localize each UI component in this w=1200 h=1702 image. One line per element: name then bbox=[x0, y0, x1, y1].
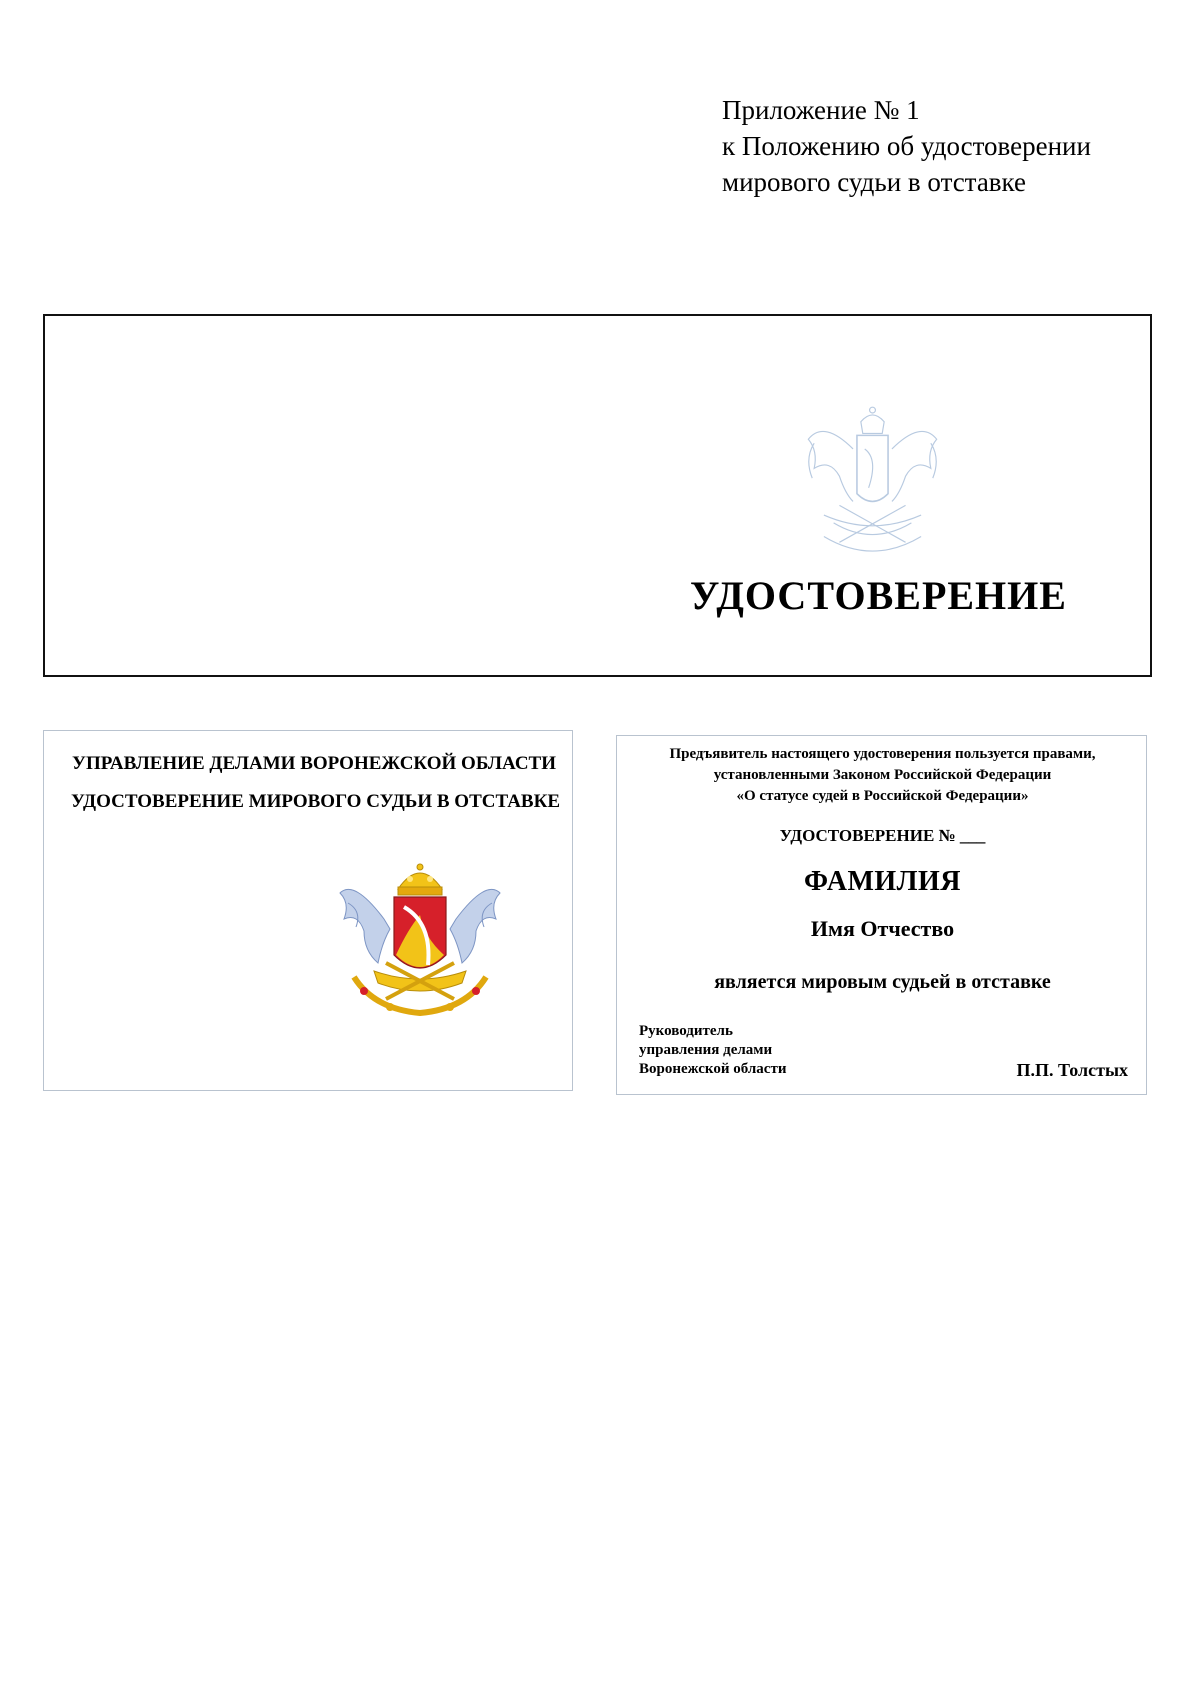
certificate-number: УДОСТОВЕРЕНИЕ № ___ bbox=[779, 826, 986, 845]
organization-name: УПРАВЛЕНИЕ ДЕЛАМИ ВОРОНЕЖСКОЙ ОБЛАСТИ bbox=[72, 753, 557, 774]
signatory-title-line: управления делами bbox=[639, 1042, 773, 1058]
coat-of-arms-watermark-icon bbox=[785, 398, 960, 568]
rights-line: установленными Законом Российской Федерации bbox=[713, 767, 1052, 783]
rights-line: Предъявитель настоящего удостоверения пользуется правами, bbox=[669, 746, 1096, 762]
coat-of-arms-icon bbox=[334, 859, 506, 1019]
holder-status: является мировым судьей в отставке bbox=[714, 971, 1051, 993]
signatory-name: П.П. Толстых bbox=[1016, 1060, 1128, 1080]
rights-statement bbox=[617, 744, 1148, 807]
annex-line: мирового судьи в отставке bbox=[722, 167, 1026, 197]
signatory-title bbox=[639, 1022, 786, 1079]
signatory-title-line: Воронежской области bbox=[639, 1061, 787, 1077]
certificate-cover bbox=[43, 314, 1152, 677]
annex-line: к Положению об удостоверении bbox=[722, 131, 1091, 161]
annex-header bbox=[722, 92, 1091, 200]
holder-surname: ФАМИЛИЯ bbox=[803, 866, 962, 897]
certificate-left-page bbox=[43, 730, 573, 1091]
annex-line: Приложение № 1 bbox=[722, 95, 920, 125]
certificate-right-page bbox=[616, 735, 1147, 1095]
rights-line: «О статусе судей в Российской Федерации» bbox=[736, 788, 1029, 804]
holder-given-names: Имя Отчество bbox=[810, 916, 955, 941]
document-title: УДОСТОВЕРЕНИЕ МИРОВОГО СУДЬИ В ОТСТАВКЕ bbox=[71, 791, 561, 812]
cover-title: УДОСТОВЕРЕНИЕ bbox=[690, 573, 1067, 618]
signatory-title-line: Руководитель bbox=[639, 1023, 733, 1039]
